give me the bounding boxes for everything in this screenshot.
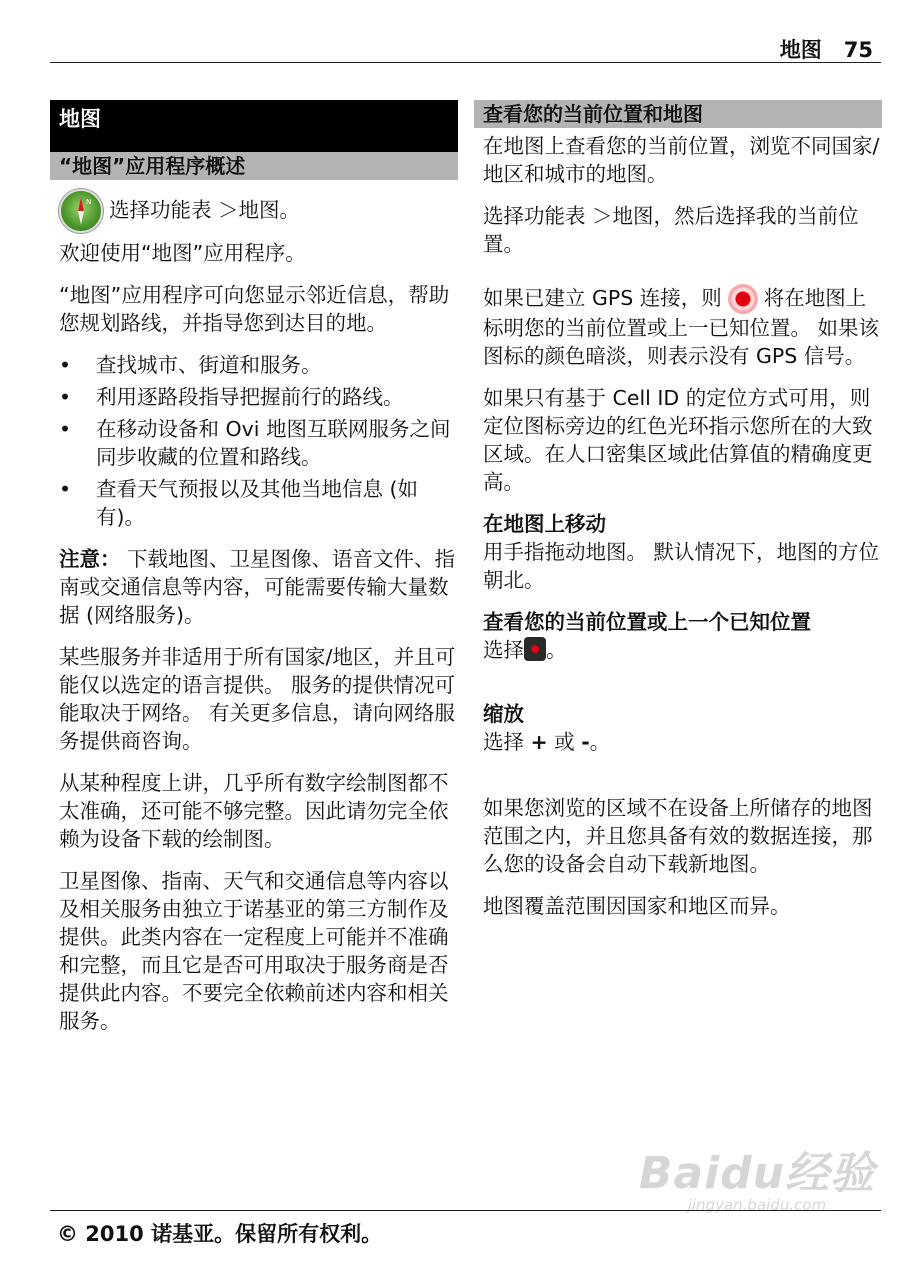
subsection-title-bar bbox=[50, 152, 458, 180]
view-location-paragraph: 在地图上查看您的当前位置，浏览不同国家/地区和城市的地图。 bbox=[483, 134, 880, 186]
move-heading: 在地图上移动 bbox=[483, 512, 606, 536]
my-location-icon bbox=[524, 637, 546, 661]
list-item-text: 查看天气预报以及其他当地信息 (如有)。 bbox=[96, 477, 419, 529]
zoom-plus: + bbox=[530, 730, 548, 754]
coverage-paragraph: 地图覆盖范围因国家和地区而异。 bbox=[483, 894, 791, 918]
zoom-text: 选择 bbox=[483, 730, 531, 754]
maps-app-icon bbox=[59, 189, 103, 233]
left-column bbox=[50, 100, 458, 1035]
zoom-paragraph bbox=[474, 728, 882, 756]
page-number: 75 bbox=[843, 38, 873, 62]
zoom-heading: 缩放 bbox=[483, 702, 524, 726]
list-item bbox=[50, 351, 458, 379]
view-position-text: 选择 bbox=[483, 638, 524, 662]
icon-line bbox=[50, 188, 458, 233]
section-title-bar bbox=[50, 100, 458, 152]
zoom-text-mid: 或 bbox=[547, 730, 582, 754]
gps-position-icon bbox=[728, 284, 758, 314]
move-paragraph: 用手指拖动地图。 默认情况下，地图的方位朝北。 bbox=[483, 540, 880, 592]
list-item bbox=[50, 475, 458, 531]
third-party-paragraph: 卫星图像、指南、天气和交通信息等内容以及相关服务由独立于诺基亚的第三方制作及提供。此类内容在一定程度上可能并不准确和完整，而且它是否可用取决于服务商是否提供此内容。不要完全依赖前述内容和相关服务。 bbox=[59, 869, 449, 1033]
view-position-heading: 查看您的当前位置或上一个已知位置 bbox=[483, 610, 811, 634]
feature-list bbox=[50, 351, 458, 531]
copyright-text: © 2010 诺基亚。保留所有权利。 bbox=[57, 1222, 383, 1246]
zoom-minus: - bbox=[581, 730, 590, 754]
list-item bbox=[50, 415, 458, 471]
availability-paragraph: 某些服务并非适用于所有国家/地区，并且可能仅以选定的语言提供。 服务的提供情况可能取决于网络。 有关更多信息，请向网络服务提供商咨询。 bbox=[59, 645, 456, 753]
bullet-marker: • bbox=[59, 477, 72, 501]
view-position-paragraph bbox=[474, 636, 882, 664]
right-section-title: 查看您的当前位置和地图 bbox=[483, 102, 703, 126]
note-label: 注意： bbox=[59, 547, 121, 571]
subsection-title: “地图”应用程序概述 bbox=[59, 154, 246, 178]
watermark-logo-text: Baidu经验 bbox=[638, 1148, 875, 1199]
list-item-text: 在移动设备和 Ovi 地图互联网服务之间同步收藏的位置和路线。 bbox=[96, 417, 451, 469]
bullet-marker: • bbox=[59, 353, 72, 377]
gps-text-end: 将在地图上标明您的当前位置或上一已知位置。 如果该图标的颜色暗淡，则表示没有 GPS 信号。 bbox=[483, 286, 880, 368]
cell-id-paragraph: 如果只有基于 Cell ID 的定位方式可用，则定位图标旁边的红色光环指示您所在的大致区域。在人口密集区域此估算值的精确度更高。 bbox=[483, 386, 873, 494]
note-paragraph bbox=[50, 545, 458, 629]
list-item-text: 查找城市、街道和服务。 bbox=[96, 353, 322, 377]
header-divider bbox=[50, 62, 881, 63]
right-section-title-bar bbox=[474, 100, 882, 128]
note-text: 下载地图、卫星图像、语音文件、指南或交通信息等内容，可能需要传输大量数据 (网络服务)。 bbox=[59, 547, 456, 627]
baidu-watermark bbox=[638, 1148, 875, 1214]
right-column bbox=[474, 100, 882, 920]
svg-text:N: N bbox=[86, 198, 92, 206]
bullet-marker: • bbox=[59, 417, 72, 441]
header-section-title: 地图 bbox=[779, 38, 822, 62]
gps-text-start: 如果已建立 GPS 连接，则 bbox=[483, 286, 722, 310]
page-header bbox=[780, 34, 873, 64]
gps-paragraph bbox=[474, 284, 882, 370]
section-title: 地图 bbox=[59, 107, 101, 131]
intro-text: “地图”应用程序可向您显示邻近信息，帮助您规划路线，并指导您到达目的地。 bbox=[59, 283, 450, 335]
zoom-text-end: 。 bbox=[589, 730, 611, 754]
footer-divider bbox=[50, 1210, 881, 1211]
auto-download-paragraph: 如果您浏览的区域不在设备上所储存的地图范围之内，并且您具备有效的数据连接，那么您的设备会自动下载新地图。 bbox=[483, 796, 873, 876]
accuracy-paragraph: 从某种程度上讲，几乎所有数字绘制图都不太准确，还可能不够完整。因此请勿完全依赖为设备下载的绘制图。 bbox=[59, 771, 449, 851]
watermark-url: jingyan.baidu.com bbox=[687, 1196, 827, 1214]
welcome-text: 欢迎使用“地图”应用程序。 bbox=[59, 241, 306, 265]
bullet-marker: • bbox=[59, 385, 72, 409]
list-item-text: 利用逐路段指导把握前行的路线。 bbox=[96, 385, 404, 409]
select-location-paragraph: 选择功能表 ＞地图，然后选择我的当前位置。 bbox=[483, 204, 859, 256]
list-item bbox=[50, 383, 458, 411]
view-position-punct: 。 bbox=[546, 638, 567, 662]
icon-line-text: 选择功能表 ＞地图。 bbox=[109, 198, 301, 222]
